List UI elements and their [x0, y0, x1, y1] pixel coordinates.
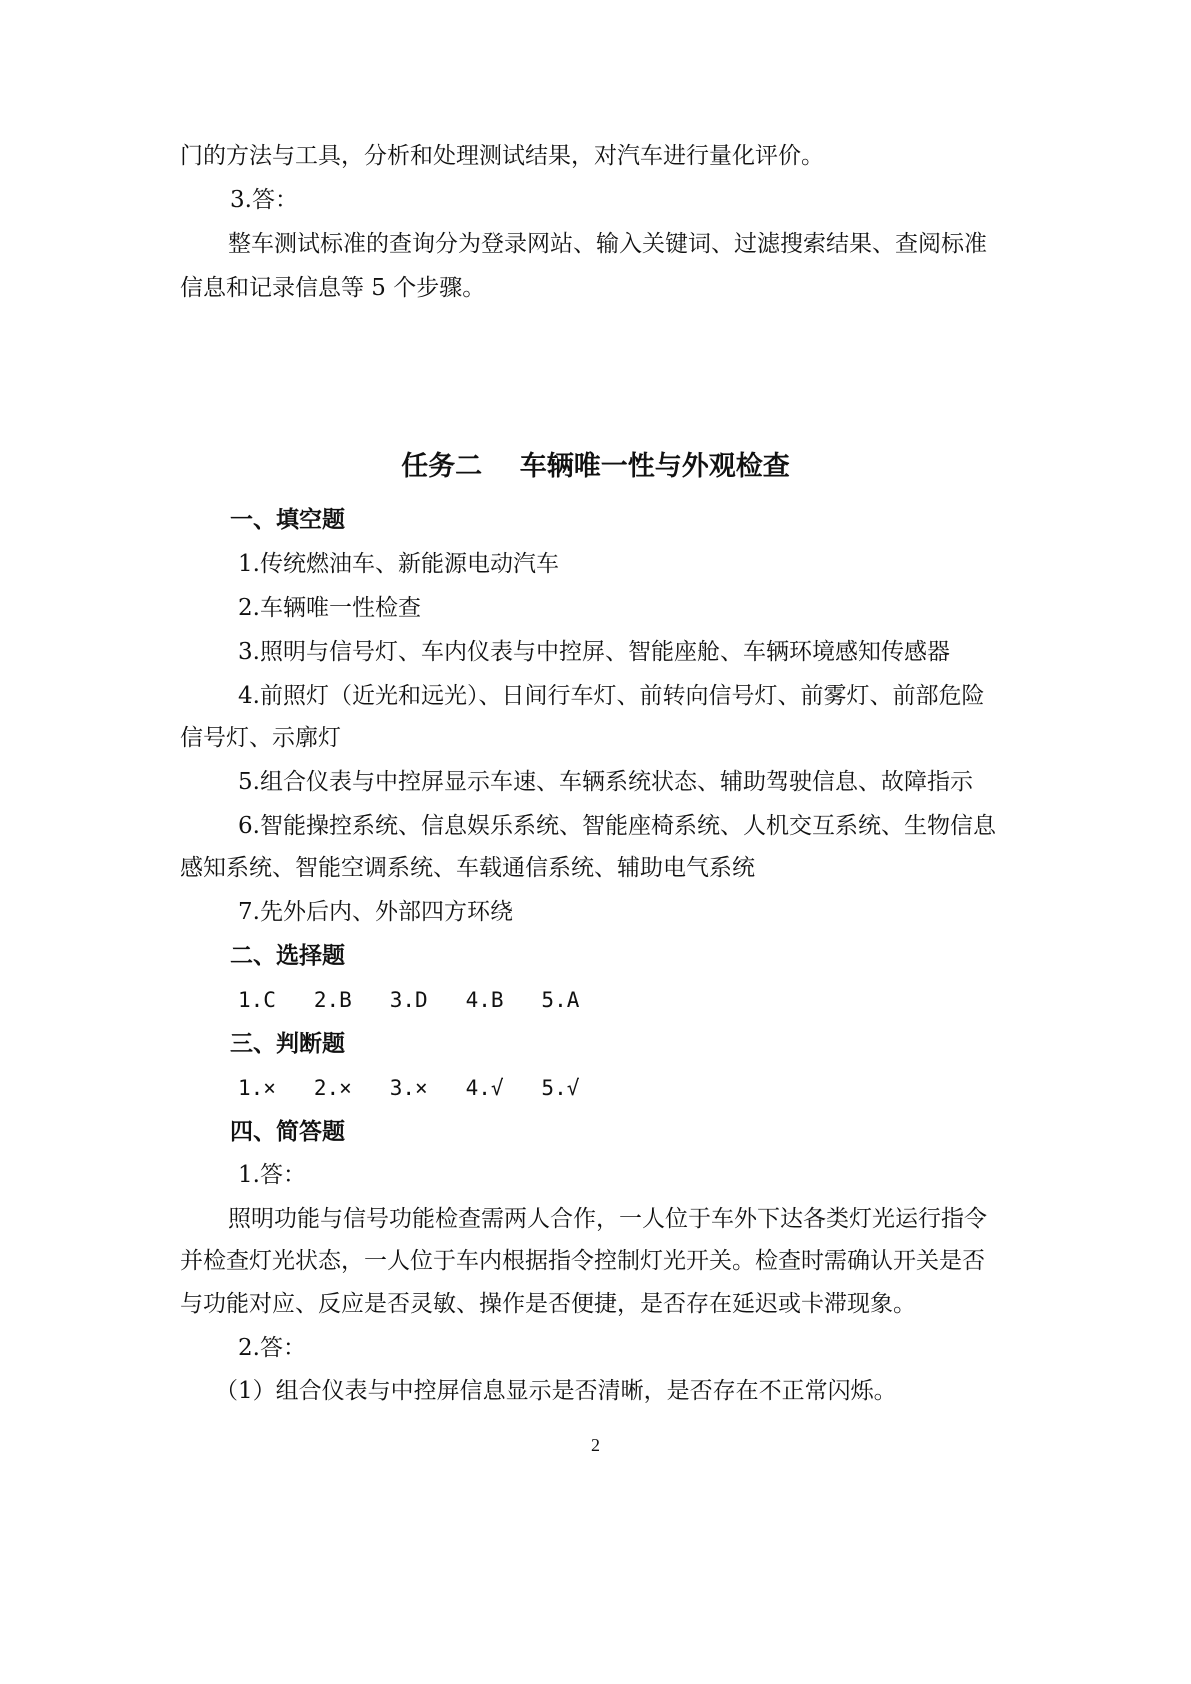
list-item: 5.组合仪表与中控屏显示车速、车辆系统状态、辅助驾驶信息、故障指示 [238, 769, 973, 795]
task-title: 任务二 车辆唯一性与外观检查 [401, 451, 790, 482]
page-number: 2 [591, 1435, 600, 1455]
paragraph-line: （1）组合仪表与中控屏信息显示是否清晰，是否存在不正常闪烁。 [215, 1378, 897, 1404]
section-heading-fill-blank: 一、填空题 [230, 507, 345, 533]
paragraph-line: 整车测试标准的查询分为登录网站、输入关键词、过滤搜索结果、查阅标准 [228, 231, 987, 257]
choice-answers: 1.C 2.B 3.D 4.B 5.A [238, 988, 580, 1012]
list-item-continuation: 感知系统、智能空调系统、车载通信系统、辅助电气系统 [180, 855, 755, 881]
paragraph-line: 并检查灯光状态，一人位于车内根据指令控制灯光开关。检查时需确认开关是否 [180, 1248, 985, 1274]
paragraph-line: 照明功能与信号功能检查需两人合作，一人位于车外下达各类灯光运行指令 [228, 1206, 987, 1232]
list-item: 3.照明与信号灯、车内仪表与中控屏、智能座舱、车辆环境感知传感器 [238, 639, 950, 665]
list-item-continuation: 信号灯、示廓灯 [180, 725, 341, 751]
answer-label: 1.答： [238, 1162, 306, 1188]
list-item: 7.先外后内、外部四方环绕 [238, 899, 513, 925]
paragraph-line: 门的方法与工具，分析和处理测试结果，对汽车进行量化评价。 [180, 143, 824, 169]
section-heading-choice: 二、选择题 [230, 943, 345, 969]
section-heading-short-answer: 四、简答题 [230, 1119, 345, 1145]
list-item: 4.前照灯（近光和远光）、日间行车灯、前转向信号灯、前雾灯、前部危险 [238, 683, 985, 709]
paragraph-line: 信息和记录信息等 5 个步骤。 [180, 275, 486, 301]
list-item: 2.车辆唯一性检查 [238, 595, 421, 621]
answer-label: 3.答： [230, 187, 298, 213]
paragraph-line: 与功能对应、反应是否灵敏、操作是否便捷，是否存在延迟或卡滞现象。 [180, 1291, 916, 1317]
list-item: 6.智能操控系统、信息娱乐系统、智能座椅系统、人机交互系统、生物信息 [238, 813, 996, 839]
list-item: 1.传统燃油车、新能源电动汽车 [238, 551, 559, 577]
answer-label: 2.答： [238, 1335, 306, 1361]
judge-answers: 1.× 2.× 3.× 4.√ 5.√ [238, 1076, 580, 1100]
section-heading-judge: 三、判断题 [230, 1031, 345, 1057]
